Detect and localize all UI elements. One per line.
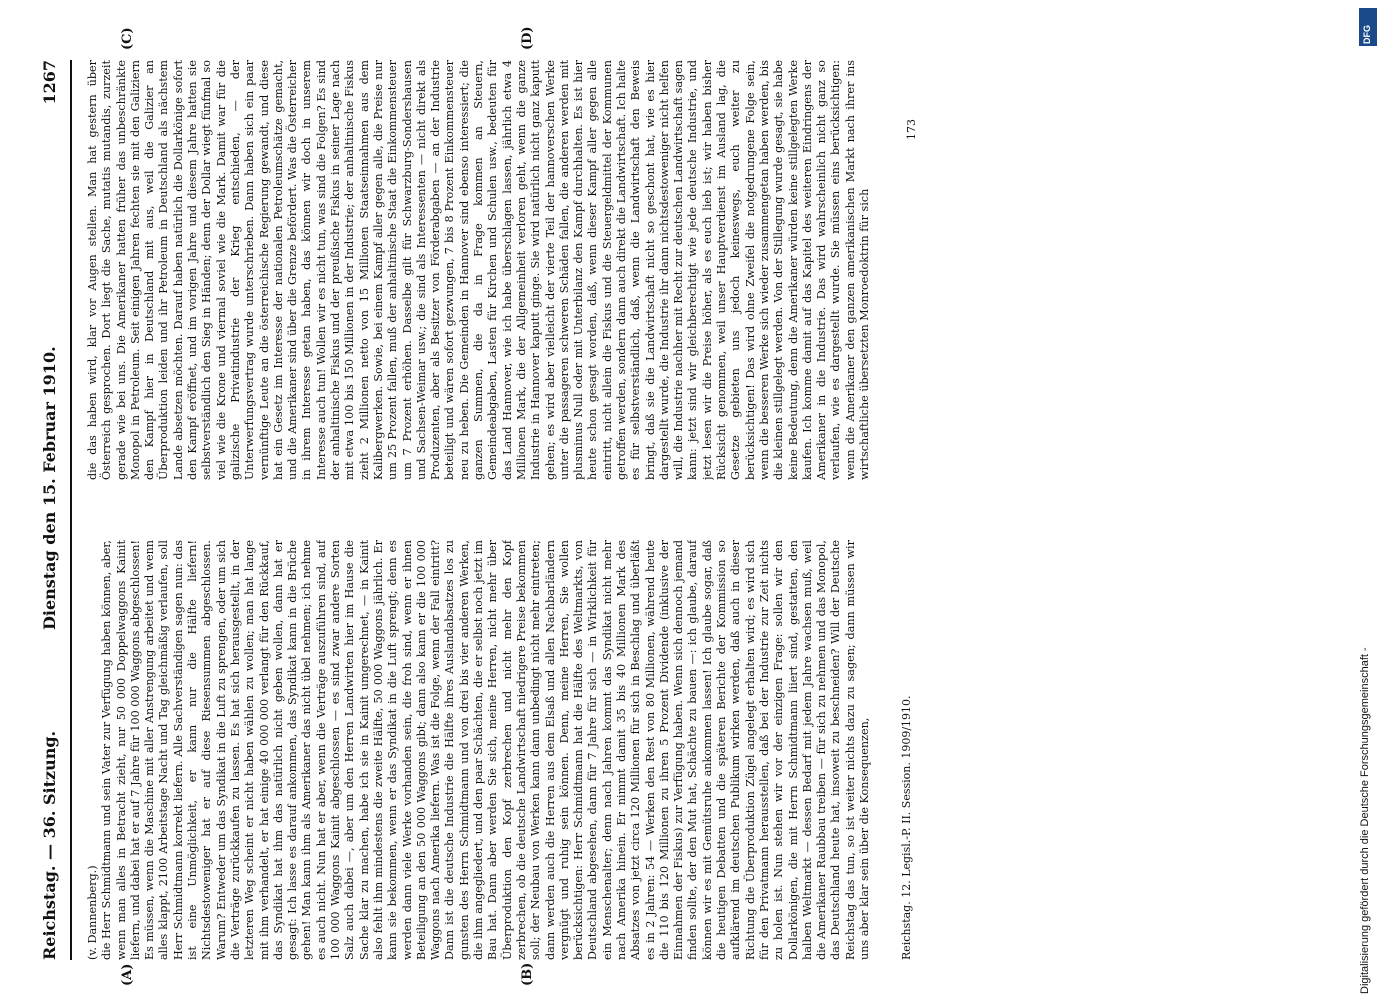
- margin-mark-c: (C): [120, 27, 135, 50]
- page-header: [40, 60, 66, 960]
- margin-mark-d: (D): [520, 26, 535, 50]
- column-right: [86, 60, 882, 480]
- page-number: 1267: [40, 60, 59, 105]
- header-date: Dienstag den 15. Februar 1910.: [40, 346, 59, 630]
- column-left: [86, 540, 882, 960]
- page-footer: Reichstag. 12. Legisl.-P. II. Session. 1909/1910.: [900, 695, 913, 960]
- dfg-logo: [1359, 8, 1377, 46]
- page-signature: 173: [905, 119, 918, 140]
- margin-mark-a: (A): [120, 963, 135, 986]
- header-left: Reichstag. — 36. Sitzung.: [40, 730, 59, 960]
- column-left-text: die Herr Schmidtmann und sein Vater zur Verfügung haben können, aber, wenn man alles in Betracht zieht, nur 50 000 Doppelwaggons Kainit liefern, und dabei hat er auf 7 Jahre für 100 000 Waggons abgeschlossen! Es müssen, wenn die Maschine mit aller Anstrengung arbeitet und wenn alles klappt, 2100 Arbeitstage Nacht und Tag gleichmäßig verlaufen, soll Herr Schmidtmann korrekt liefern. Alle Sachverständigen sagen nun: das ist eine Unmöglichkeit, er kann nur die Hälfte liefern! Nichtsdestoweniger hat er auf diese Riesensummen abgeschlossen. Warum? Entweder um das Syndikat in die Luft zu sprengen, oder um sich die Verträge zurückkaufen zu lassen. Es hat sich herausgestellt, in der letzteren Weg scheint er nicht haben wählen zu wollen; man hat lange mit ihm verhandelt, er hat einige 40 000 000 verlangt für den Rückkauf, das Syndikat hat ihm das natürlich nicht geben wollen, dann hat er gesagt: Ich lasse es darauf ankommen, das Syndikat kann in die Brüche gehen! Man kann ihm als Amerikaner das nicht übel nehmen; ich nehme es auch nicht. Nun hat er aber, wenn die Verträge auszuführen sind, auf 100 000 Waggons Kainit abgeschlossen — es sind zwar andere Sorten Salz auch dabei —, aber um den Herren Landwirten hier im Hause die Sache klar zu machen, habe ich sie in Kainit umgerechnet, — in Kainit also fehlt ihm mindestens die zweite Hälfte, 50 000 Waggons jährlich. Er kann sie bekommen, wenn er das Syndikat in die Luft sprengt; denn es werden dann viele Werke vorhanden sein, die froh sind, wenn er ihnen Beteiligung an den 50 000 Waggons gibt; dann also kann er die 100 000 Waggons nach Amerika liefern. Was ist die Folge, wenn der Fall eintritt? Dann ist die deutsche Industrie die Hälfte ihres Auslandabsatzes los zu gunsten des Herrn Schmidtmann und von drei bis vier anderen Werken, die ihm angegliedert, und den paar Schächten, die er selbst noch jetzt im Bau hat. Dann aber werden Sie sich, meine Herren, nicht mehr über Überproduktion den Kopf zerbrechen und nicht mehr den Kopf zerbrechen, ob die deutsche Landwirtschaft niedrigere Preise bekommen soll; der Neubau von Werken kann dann unbedingt nicht mehr eintreten; dann werden auch die Herren aus dem Elsaß und allen Nachbarländern vergnügt und ruhig sein können. Denn, meine Herren, Sie wollen berücksichtigen: Herr Schmidtmann hat die Hälfte des Weltmarkts, von Deutschland abgesehen, dann für 7 Jahre für sich — in Wirklichkeit für ein Menschenalter; denn nach Jahren kommt das Syndikat nicht mehr nach Amerika hinein. Er nimmt damit 35 bis 40 Millionen Mark des Absatzes von jetzt circa 120 Millionen für sich in Beschlag und überläßt es in 2 Jahren: 54 — Werken den Rest von 80 Millionen, während heute die 110 bis 120 Millionen zu ihren 5 Prozent Dividende (inklusive der Einnahmen der Fiskus) zur Verfügung haben. Wenn sich dennoch jemand finden sollte, der den Mut hat, Schächte zu bauen —: ich glaube, darauf können wir es mit Gemütsruhe ankommen lassen! Ich glaube sogar, daß die heutigen Debatten und die späteren Berichte der Kommission so aufklärend im deutschen Publikum wirken werden, daß auch in dieser Richtung die Überproduktion Zügel angelegt erhalten wird; es wird sich für den Privatmann herausstellen, daß bei der Industrie zur Zeit nichts zu holen ist. Nun stehen wir vor der einzigen Frage: sollen wir den Dollarkönigen, die mit Herrn Schmidtmann liiert sind, gestatten, den halben Weltmarkt — dessen Bedarf mit jedem Jahre wachsen muß, weil die Amerikaner Raubbau treiben — für sich zu nehmen und das Monopol, das Deutschland heute hat, insoweit zu beschneiden? Will der Deutsche Reichstag das tun, so ist weiter nichts dazu zu sagen; dann müssen wir uns aber klar sein über die Konsequenzen,: [100, 540, 872, 960]
- margin-mark-b: (B): [520, 962, 535, 986]
- digitization-credit: [1359, 8, 1377, 994]
- dfg-logo-text: DFG: [1362, 25, 1372, 44]
- credit-text: Digitalisierung gefördert durch die Deutsche Forschungsgemeinschaft -: [1359, 647, 1371, 994]
- speaker-name: (v. Dannenberg.): [86, 865, 99, 960]
- column-right-text: die das haben wird, klar vor Augen stellen. Man hat gestern über Österreich gesprochen. Dort liegt die Sache, mutatis mutandis, zurzeit gerade wie bei uns. Die Amerikaner hatten früher das unbeschränkte Monopol in Petroleum. Seit einigen Jahren fechten sie mit den Galiziern den Kampf hier in Deutschland mit aus, weil die Galizier an Überproduktion leiden und ihr Petroleum in Deutschland als nächstem Lande absetzen möchten. Darauf haben natürlich die Dollarkönige sofort den Kampf eröffnet, und im vorigen Jahre und diesem Jahre hatten sie selbstverständlich den Sieg in Händen; denn der Dollar wiegt fünfmal so viel wie die Krone und viermal soviel wie die Mark. Damit war für die galizische Privatindustrie der Krieg entschieden, — der Unterwerfungsvertrag wurde unterschrieben. Dann haben sich ein paar vernünftige Leute an die österreichische Regierung gewandt, und diese hat ein Gesetz im Interesse der nationalen Petroleumschätze gemacht, und die Amerikaner sind über die Grenze befördert. Was die Österreicher in ihrem Interesse getan haben, das können wir doch in unserem Interesse auch tun! Wollen wir es nicht tun, was sind die Folgen? Es sind der anhaltinische Fiskus und der preußische Fiskus in seiner Lage nach mit etwa 100 bis 150 Millionen in der Industrie; der anhaltinische Fiskus zieht 2 Millionen netto von 15 Millionen Staatseinnahmen aus dem Kalibergwerken. Sowie, bei einem Kampf aller gegen alle, die Preise nur um 25 Prozent fallen, muß der anhaltinische Staat die Einkommensteuer um 7 Prozent erhöhen. Dasselbe gilt für Schwarzburg-Sondershausen und Sachsen-Weimar usw.; die sind als Interessenten — nicht direkt als Produzenten, aber als Besitzer von Förderabgaben — an der Industrie beteiligt und wären sofort gezwungen, 7 bis 8 Prozent Einkommensteuer neu zu heben. Die Gemeinden in Hannover sind ebenso interessiert; die ganzen Summen, die da in Frage kommen an Steuern, Gemeindeabgaben, Lasten für Kirchen und Schulen usw., bedeuten für das Land Hannover, wie ich habe überschlagen lassen, jährlich etwa 4 Millionen Mark, die der Allgemeinheit verloren geht, wenn die ganze Industrie in Hannover kaputt ginge. Sie wird natürlich nicht ganz kaputt gehen; es wird aber vielleicht der vierte Teil der hannoverschen Werke unter die passageren schweren Schäden fallen, die anderen werden mit plusminus Null oder mit Unterbilanz den Kampf durchhalten. Es ist hier heute schon gesagt worden, daß, wenn dieser Kampf aller gegen alle eintritt, nicht allein die Fiskus und die Steuergeldmittel der Kommunen getroffen werden, sondern dann auch direkt die Landwirtschaft. Ich halte es für selbstverständlich, daß, wenn die Landwirtschaft den Beweis bringt, daß sie die Landwirtschaft nicht so geschont hat, wie es hier dargestellt wurde, die Industrie ihr dann nichtsdestoweniger nicht helfen will, die Industrie nachher mit Recht zur deutschen Landwirtschaft sagen kann: jetzt sind wir gleichberechtigt wie jede deutsche Industrie, und jetzt lesen wir die Preise höher, als es euch lieb ist; wir haben bisher Rücksicht genommen, weil unser Hauptverdienst im Ausland lag, die Gesetze gebieten uns jedoch keineswegs, euch weiter zu berücksichtigen! Das wird ohne Zweifel die notgedrungene Folge sein, wenn die besseren Werke sich wieder zusammengetan haben werden, bis die kleinen stillgelegt werden. Von der Stillegung wurde gesagt, sie habe keine Bedeutung, denn die Amerikaner würden keine stillgelegten Werke kaufen. Ich komme damit auf das Kapitel des weiteren Eindringens der Amerikaner in die Industrie. Das wird wahrscheinlich nicht ganz so verlaufen, wie es dargestellt wurde. Sie müssen eins berücksichtigen: wenn die Amerikaner den ganzen amerikanischen Markt nach ihrer ins wirtschaftliche übersetzten Monroedoktrin für sich: [86, 60, 872, 480]
- header-rule: [70, 60, 72, 960]
